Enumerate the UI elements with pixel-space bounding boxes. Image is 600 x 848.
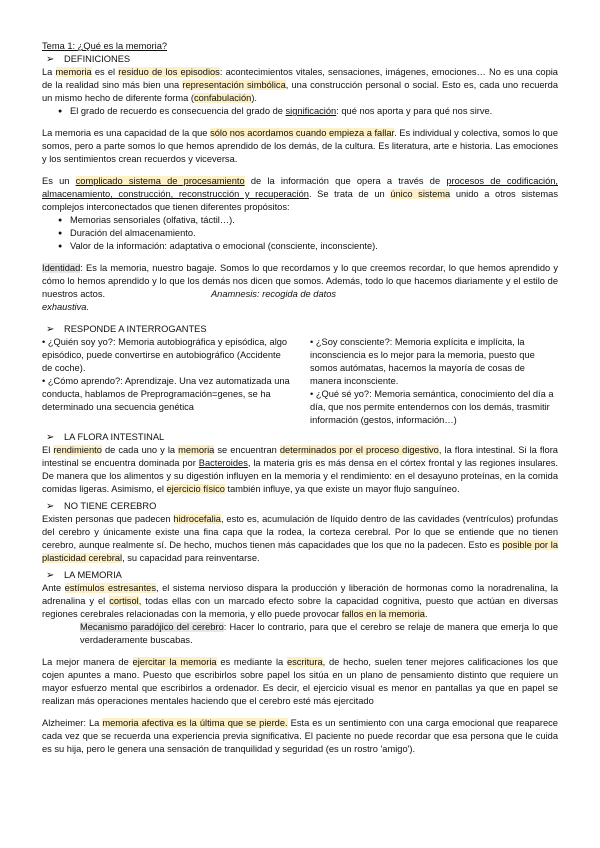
left-column	[42, 336, 290, 427]
text: Es un	[42, 176, 76, 186]
arrow-bullet-icon: ➢	[46, 54, 55, 65]
paragraph-capacidad	[42, 127, 558, 166]
paragraph-escritura	[42, 656, 558, 708]
text: unido a otros sistemas complejos interconectados que tienen diferentes propósitos:	[42, 189, 558, 212]
highlight: ejercitar la memoria	[132, 657, 217, 667]
question-item: • ¿Qué sé yo?: Memoria semántica, conocimiento del día a día, que nos permite entendernos con los demás, trasmitir información (gestos, información…)	[310, 389, 554, 425]
question-item: • ¿Quién soy yo?: Memoria autobiográfica y episódica, algo episódico, puede convertirse en autobiográfico (Accidente de coche).	[42, 337, 288, 373]
arrow-bullet-icon: ➢	[46, 501, 55, 512]
paragraph-flora	[42, 444, 558, 496]
highlight: posible por la plasticidad cerebral	[42, 540, 558, 563]
paragraph-alzheimer	[42, 717, 558, 756]
paragraph-estres	[42, 582, 558, 621]
text: : Hacer lo contrario, para que el cerebro se relaje de manera que emerja lo que verdaderamente buscabas.	[80, 622, 559, 645]
underlined-term: procesos de codificación, almacenamiento, construcción, reconstrucción y recuperación	[42, 176, 559, 199]
highlight: ejercicio físico	[166, 484, 225, 494]
text: .	[424, 609, 428, 619]
grey-highlight: Mecanismo paradójico del cerebro	[80, 622, 224, 632]
anamnesis-note: Anamnesis: recogida de datos	[210, 289, 337, 299]
paragraph-identidad	[42, 262, 558, 314]
anamnesis-note-cont: exhaustiva.	[42, 302, 90, 312]
text: . Es individual y colectiva, somos lo que somos, pero a parte somos lo que hemos aprendido de los demás, de la cultura. Es literatura, arte e historia. Las emociones y los sentimientos crean recuerdos y viceversa.	[42, 128, 558, 164]
document-title: Tema 1: ¿Qué es la memoria?	[42, 41, 168, 51]
arrow-bullet-icon: ➢	[46, 324, 55, 335]
arrow-bullet-icon: ➢	[46, 570, 55, 581]
text: ).	[251, 93, 257, 103]
section-heading-memoria	[42, 569, 558, 582]
highlight: memoria	[55, 67, 92, 77]
highlight: fallos en la memoria	[341, 609, 425, 619]
text: , la flora intestinal. Si la flora intestinal se encuentra dominada por	[42, 445, 558, 468]
highlight: escritura	[286, 657, 323, 667]
text: Esta es un sentimiento con una carga emocional que reaparece cada vez que se recuerda una experiencia previa significativa. El paciente no puede recordar que esa persona que le cuida es su hija, pero le genera una sensación de tranquilidad y seguridad (es un rostro 'amigo').	[42, 718, 558, 754]
text: es mediante la	[216, 657, 287, 667]
highlight: residuo de los episodios	[118, 67, 220, 77]
highlight: estímulos estresantes	[64, 583, 156, 593]
list-item: ● Valor de la información: adaptativa o emocional (consciente, inconsciente).	[60, 240, 558, 253]
paragraph-sistema	[42, 175, 558, 214]
paragraph-definicion	[42, 66, 558, 105]
underlined-term: Bacteroides	[198, 458, 248, 468]
section-heading-interrogantes	[42, 323, 558, 336]
section-title: DEFINICIONES	[64, 54, 131, 64]
question-item: • ¿Cómo aprendo?: Aprendizaje. Una vez automatizada una conducta, hablamos de Preprogramación=genes, se ha determinado una secuencia genética	[42, 376, 290, 412]
section-title: NO TIENE CEREBRO	[64, 501, 157, 511]
highlight: complicado sistema de procesamiento	[75, 176, 245, 186]
document-page	[42, 40, 558, 756]
text: , una construcción personal o social. Esto es, cada uno recuerda un mismo hecho de diferente forma (	[42, 80, 558, 103]
text: Alzheimer: La	[42, 718, 103, 728]
text: de la información que opera a través de	[244, 176, 447, 186]
section-title: LA MEMORIA	[64, 570, 122, 580]
list-item: ● Duración del almacenamiento.	[60, 227, 558, 240]
highlight: confabulación	[193, 93, 252, 103]
paragraph-hidrocefalia	[42, 513, 558, 565]
highlight: sólo nos acordamos cuando empieza a fallar	[210, 128, 395, 138]
section-heading-cerebro	[42, 500, 558, 513]
text: Existen personas que padecen	[42, 514, 174, 524]
text: La	[42, 67, 56, 77]
text: El grado de recuerdo es consecuencia del grado de	[70, 106, 286, 116]
paragraph-mecanismo	[42, 621, 558, 647]
bullet-list	[42, 105, 558, 118]
text: , el sistema nervioso dispara la producción y liberación de hormonas como la noradrenalina, la adrenalina y el	[42, 583, 558, 606]
section-title: LA FLORA INTESTINAL	[64, 432, 165, 442]
highlight: memoria	[178, 445, 215, 455]
text: , esto es, acumulación de líquido dentro de las cavidades (ventrículos) profundas del cerebro y únicamente existe una fina capa que la rodea, la corteza cerebral. Por lo que se entiende que no tienen cerebro, aunque realmente sí. De hecho, muchos tienen más capacidades que los que no la padecen. Esto es	[42, 514, 558, 550]
text: , todas ellas con un marcado efecto sobre la capacidad cognitiva, puesto que actúan en diversas regiones cerebrales relacionadas con la memoria, y ello puede provocar	[42, 596, 559, 619]
text: , la materia gris es más densa en el córtex frontal y las regiones insulares. De manera que los alimentos y su digestión influyen en la memoria y el rendimiento: en el desayuno proteínas, en la comida comidas ligeras. Asimismo, el	[42, 458, 559, 494]
text: : acontecimientos vitales, sensaciones, imágenes, emociones… No es una copia de la realidad sino más bien una	[42, 67, 558, 90]
grey-highlight: Identidad	[42, 263, 81, 273]
text: La memoria es una capacidad de la que	[42, 128, 211, 138]
question-item: • ¿Soy consciente?: Memoria explícita e implícita, la inconsciencia es lo mejor para la memoria, puesto que somos autómatas, hacemos la mayoría de cosas de manera inconsciente.	[310, 337, 535, 386]
text: El	[42, 445, 54, 455]
list-item	[60, 105, 558, 118]
bullet-list	[42, 214, 558, 253]
underlined-term: significación	[285, 106, 337, 116]
text: : qué nos aporta y para qué nos sirve.	[336, 106, 493, 116]
highlight: cortisol	[109, 596, 139, 606]
text: . Se trata de un	[308, 189, 391, 199]
section-heading-definiciones	[42, 53, 558, 66]
text: Ante	[42, 583, 65, 593]
section-heading-flora	[42, 431, 558, 444]
text: también influye, ya que existe un mayor flujo sanguíneo.	[224, 484, 460, 494]
text: : Es la memoria, nuestro bagaje. Somos lo que recordamos y lo que creemos recordar, lo que hemos aprendido y cómo lo hemos aprendido y lo que los demás nos dicen que somos. Además, todo lo que hacemos diariamente y el estilo de nuestros actos.	[42, 263, 558, 299]
text: se encuentran	[214, 445, 280, 455]
highlight: hidrocefalia	[173, 514, 221, 524]
text: , de hecho, suelen tener mejores calificaciones los que cojen apuntes a mano. Puesto que escribirlos sobre papel los sitúa en un plano de pensamiento distinto que requiere un mayor esfuerzo mental que escribirlos a ordenador. Es decir, el ejercicio visual es menor en pantallas ya que en papel se realizan más operaciones mentales haciendo que el cerebro esté más ejercitado	[42, 657, 558, 706]
arrow-bullet-icon: ➢	[46, 432, 55, 443]
text: , su capacidad para reinventarse.	[122, 553, 260, 563]
two-column-block	[42, 336, 558, 427]
text: es el	[91, 67, 119, 77]
highlight: representación simbólica	[182, 80, 286, 90]
section-title: RESPONDE A INTERROGANTES	[64, 324, 207, 334]
text: La mejor manera de	[42, 657, 133, 667]
text: de cada uno y la	[101, 445, 179, 455]
highlight: determinados por el proceso digestivo	[279, 445, 439, 455]
list-item: ● Memorias sensoriales (olfativa, táctil…).	[60, 214, 558, 227]
right-column	[310, 336, 558, 427]
highlight: rendimiento	[53, 445, 102, 455]
highlight: memoria afectiva es la última que se pierde.	[102, 718, 288, 728]
highlight: único sistema	[390, 189, 451, 199]
